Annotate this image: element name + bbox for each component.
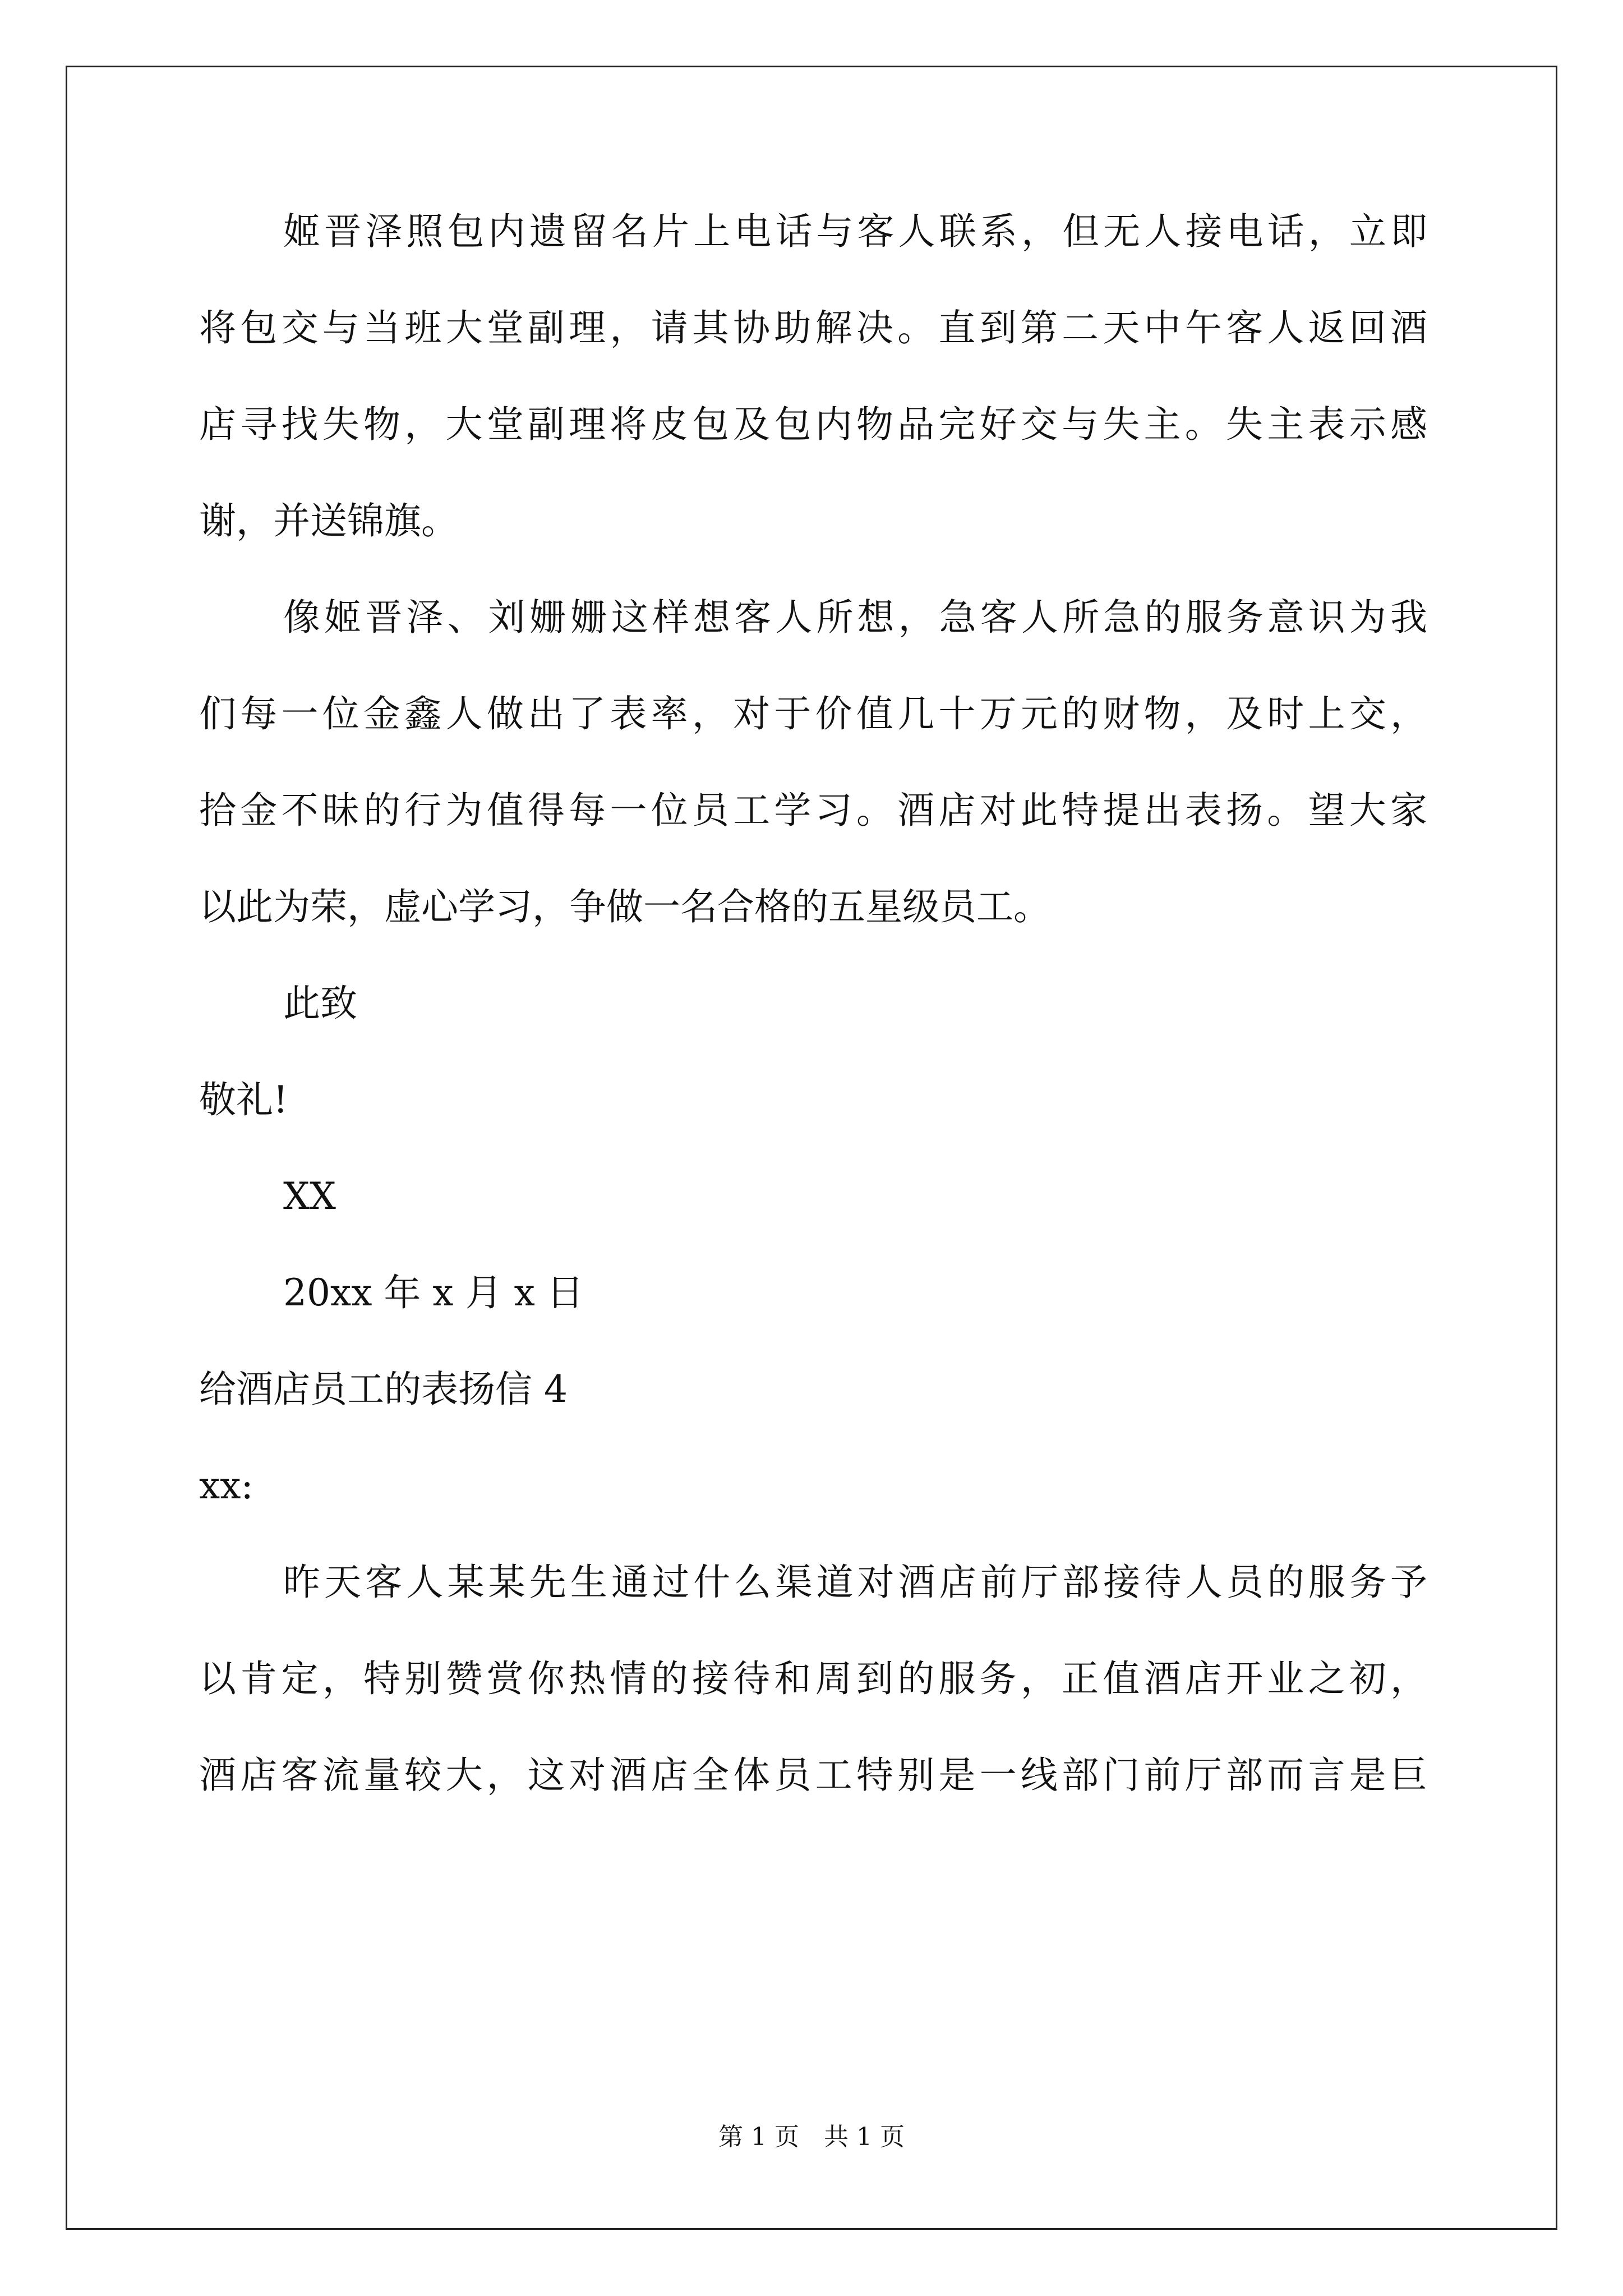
paragraph-2-line-3: 拾金不昧的行为值得每一位员工学习。酒店对此特提出表扬。望大家 xyxy=(199,789,1427,832)
paragraph-1-line-1: 姬晋泽照包内遗留名片上电话与客人联系，但无人接电话，立即 xyxy=(283,210,1427,253)
salute: 敬礼! xyxy=(199,1078,288,1121)
page-footer: 第 1 页 共 1 页 xyxy=(718,2123,905,2151)
section-title: 给酒店员工的表扬信 4 xyxy=(199,1368,568,1411)
date: 20xx 年 x 月 x 日 xyxy=(283,1271,584,1314)
paragraph-3-line-3: 酒店客流量较大，这对酒店全体员工特别是一线部门前厅部而言是巨 xyxy=(199,1754,1427,1797)
paragraph-3-line-1: 昨天客人某某先生通过什么渠道对酒店前厅部接待人员的服务予 xyxy=(283,1561,1427,1604)
signature: XX xyxy=(283,1175,336,1218)
paragraph-2-line-1: 像姬晋泽、刘姗姗这样想客人所想，急客人所急的服务意识为我 xyxy=(283,596,1427,639)
paragraph-1-line-3: 店寻找失物，大堂副理将皮包及包内物品完好交与失主。失主表示感 xyxy=(199,403,1427,446)
paragraph-2-line-2: 们每一位金鑫人做出了表率，对于价值几十万元的财物，及时上交， xyxy=(199,692,1427,735)
paragraph-2-line-4: 以此为荣，虚心学习，争做一名合格的五星级员工。 xyxy=(199,885,1050,928)
recipient: xx: xyxy=(199,1464,253,1507)
document-body xyxy=(199,210,1427,1853)
paragraph-1-line-2: 将包交与当班大堂副理，请其协助解决。直到第二天中午客人返回酒 xyxy=(199,306,1427,349)
closing: 此致 xyxy=(283,982,357,1025)
paragraph-3-line-2: 以肯定，特别赞赏你热情的接待和周到的服务，正值酒店开业之初， xyxy=(199,1657,1427,1700)
paragraph-1-line-4: 谢，并送锦旗。 xyxy=(199,499,458,542)
